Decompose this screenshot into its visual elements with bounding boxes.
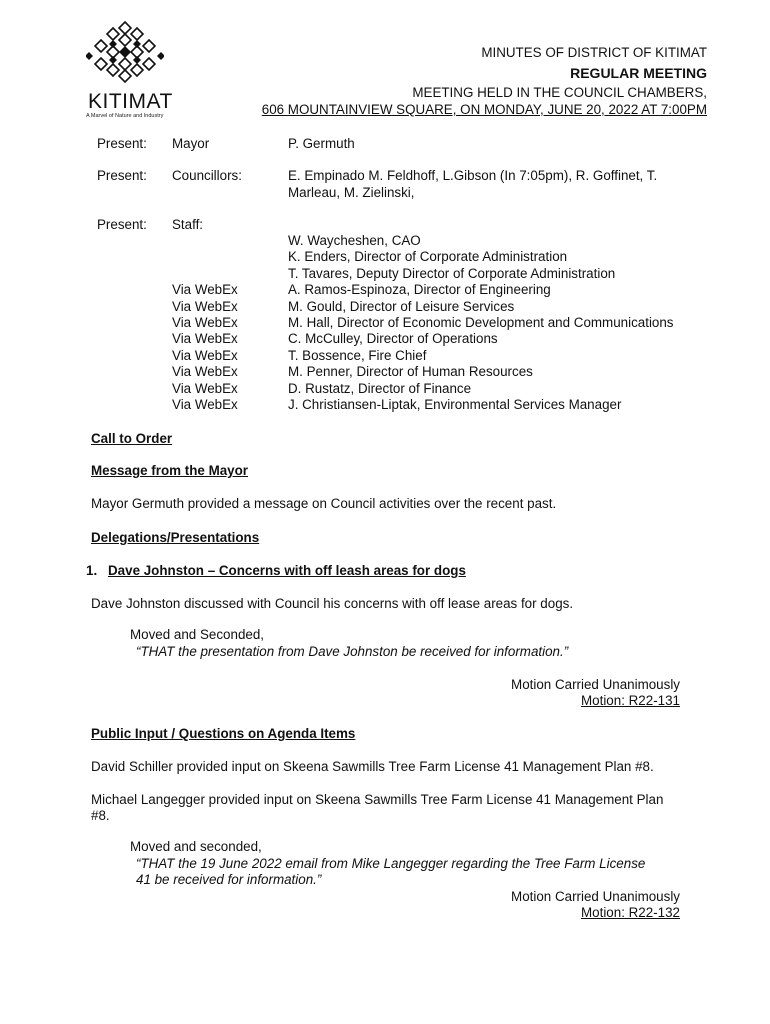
motion-2-text-2: 41 be received for information.” [136, 872, 322, 887]
motion-1-text: “THAT the presentation from Dave Johnston be received for information.” [136, 644, 569, 659]
logo-tagline: A Marvel of Nature and Industry [86, 113, 164, 119]
header-line-3: MEETING HELD IN THE COUNCIL CHAMBERS, [412, 85, 707, 100]
message-heading: Message from the Mayor [91, 463, 249, 478]
staff-name: J. Christiansen-Liptak, Environmental Services Manager [288, 396, 622, 412]
staff-row [0, 299, 770, 315]
staff-row [0, 315, 770, 331]
present-label: Present: [97, 217, 147, 232]
staff-name: W. Waycheshen, CAO [288, 233, 421, 248]
motion-1-moved: Moved and Seconded, [130, 627, 265, 642]
kitimat-logo [86, 16, 173, 119]
public-input-text-2: Michael Langegger provided input on Skeena Sawmills Tree Farm License 41 Management Plan [91, 792, 664, 807]
staff-row [0, 282, 770, 298]
staff-list [0, 233, 770, 413]
staff-via: Via WebEx [172, 347, 238, 363]
staff-name: T. Tavares, Deputy Director of Corporate Administration [288, 265, 616, 281]
header-line-2: REGULAR MEETING [570, 65, 707, 81]
staff-row [0, 331, 770, 347]
logo-wordmark: KITIMAT [88, 90, 173, 113]
delegations-heading: Delegations/Presentations [91, 530, 260, 545]
staff-via: Via WebEx [172, 380, 238, 396]
mayor-role: Mayor [172, 136, 210, 151]
call-to-order-heading: Call to Order [91, 431, 173, 446]
mayor-name: P. Germuth [288, 136, 355, 151]
staff-name: M. Gould, Director of Leisure Services [288, 298, 515, 314]
item-1-text: Dave Johnston discussed with Council his concerns with off lease areas for dogs. [91, 596, 574, 611]
staff-name: M. Hall, Director of Economic Development and Communications [288, 314, 674, 330]
staff-via: Via WebEx [172, 314, 238, 330]
motion-2-number: Motion: R22-132 [581, 905, 680, 920]
public-input-heading: Public Input / Questions on Agenda Items [91, 726, 356, 741]
motion-1-carried: Motion Carried Unanimously [511, 677, 680, 692]
motion-1-number: Motion: R22-131 [581, 693, 680, 708]
staff-via: Via WebEx [172, 396, 238, 412]
item-number: 1. [86, 563, 98, 578]
staff-name: K. Enders, Director of Corporate Administration [288, 249, 568, 265]
staff-row [0, 364, 770, 380]
staff-name: T. Bossence, Fire Chief [288, 347, 427, 363]
councillors-line-2: Marleau, M. Zielinski, [288, 185, 415, 200]
item-1-title: Dave Johnston – Concerns with off leash areas for dogs [108, 563, 466, 578]
public-input-text-2-cont: #8. [91, 808, 110, 823]
header-line-4: 606 MOUNTAINVIEW SQUARE, ON MONDAY, JUNE 20, 2022 AT 7:00PM [261, 102, 707, 117]
staff-row [0, 348, 770, 364]
staff-row [0, 266, 770, 282]
staff-row [0, 381, 770, 397]
present-label: Present: [97, 168, 147, 183]
staff-via: Via WebEx [172, 364, 238, 380]
motion-2-text-1: “THAT the 19 June 2022 email from Mike Langegger regarding the Tree Farm License [136, 856, 646, 871]
present-label: Present: [97, 136, 147, 151]
staff-via: Via WebEx [172, 282, 238, 298]
motion-2-carried: Motion Carried Unanimously [511, 889, 680, 904]
staff-via: Via WebEx [172, 331, 238, 347]
staff-name: C. McCulley, Director of Operations [288, 331, 498, 347]
staff-name: A. Ramos-Espinoza, Director of Engineering [288, 282, 551, 298]
snowflake-logo-icon [86, 16, 164, 88]
public-input-text-1: David Schiller provided input on Skeena Sawmills Tree Farm License 41 Management Plan #8. [91, 759, 654, 774]
councillors-line-1: E. Empinado M. Feldhoff, L.Gibson (In 7:05pm), R. Goffinet, T. [288, 168, 658, 183]
staff-role: Staff: [172, 217, 204, 232]
staff-name: M. Penner, Director of Human Resources [288, 364, 533, 380]
message-text: Mayor Germuth provided a message on Council activities over the recent past. [91, 496, 557, 511]
motion-2-moved: Moved and seconded, [130, 839, 262, 854]
staff-row [0, 397, 770, 413]
staff-via: Via WebEx [172, 298, 238, 314]
councillors-role: Councillors: [172, 168, 242, 183]
header-line-1: MINUTES OF DISTRICT OF KITIMAT [481, 45, 707, 60]
staff-name: D. Rustatz, Director of Finance [288, 380, 472, 396]
staff-row [0, 233, 770, 249]
staff-row [0, 249, 770, 265]
